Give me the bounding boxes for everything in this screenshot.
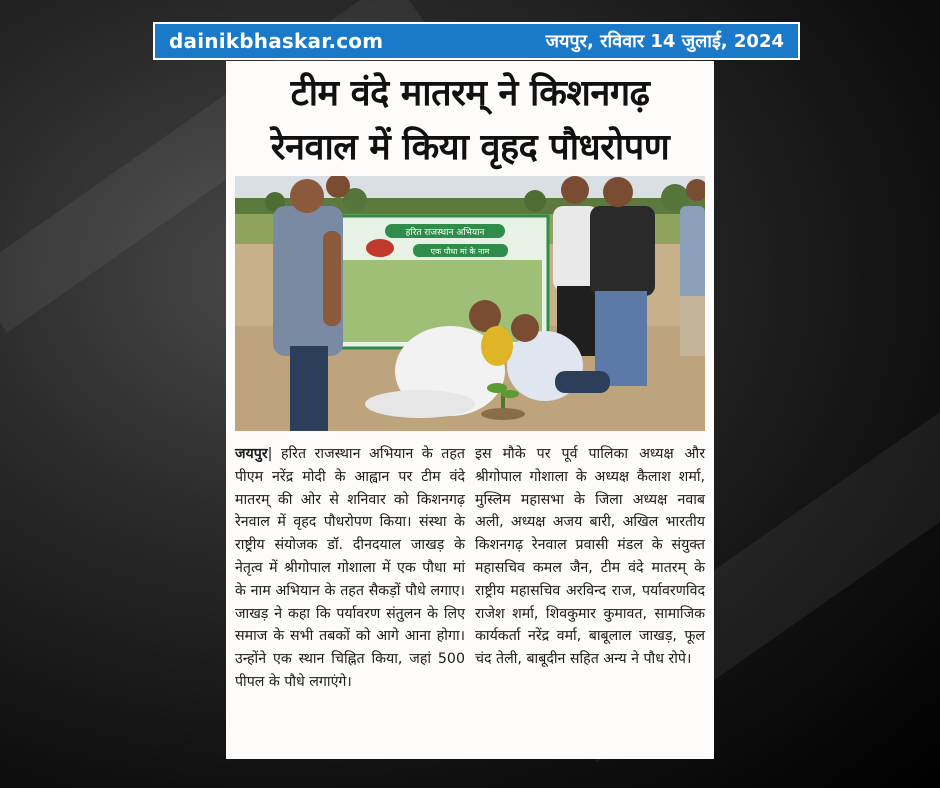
photo-banner-text-2: एक पौधा मां के नाम xyxy=(430,247,490,256)
article-column-2-text: इस मौके पर पूर्व पालिका अध्यक्ष और श्रीगोपाल गोशाला के अध्यक्ष कैलाश शर्मा, मुस्लिम महासभा के जिला अध्यक्ष नवाब अली, अध्यक्ष अजय बारी, अखिल भारतीय किशनगढ़ रेनवाल प्रवासी मंडल के संयुक्त महासचिव कमल जैन, टीम वंदे मातरम् के राष्ट्रीय महासचिव अरविन्द राज, पर्यावरणविद राजेश शर्मा, शिवकुमार कुमावत, सामाजिक कार्यकर्ता नरेंद्र वर्मा, बाबूलाल जाखड़, फूल चंद तेली, बाबूदीन सहित अन्य ने पौध रोपे। xyxy=(475,446,705,668)
publication-banner xyxy=(153,22,800,60)
article-photo xyxy=(235,176,705,431)
headline-line-2: रेनवाल में किया वृहद पौधरोपण xyxy=(270,127,670,168)
article-body xyxy=(235,443,705,753)
issue-dateline: जयपुर, रविवार 14 जुलाई, 2024 xyxy=(545,31,784,52)
plantation-photo-illustration xyxy=(235,176,705,431)
article-column-2 xyxy=(475,443,705,753)
headline-line-1: टीम वंदे मातरम् ने किशनगढ़ xyxy=(290,73,650,114)
article-column-1: जयपुर| हरित राजस्थान अभियान के तहत पीएम नरेंद्र मोदी के आह्वान पर टीम वंदे मातरम् की ओर से शनिवार को किशनगढ़ रेनवाल में वृहद पौधरोपण किया। संस्था के राष्ट्रीय संयोजक डॉ. दीनदयाल जाखड़ के नेतृत्व में श्रीगोपाल गोशाला में एक पौधा मां के नाम अभियान के तहत सैकड़ों पौधे लगाए। जाखड़ ने कहा कि पर्यावरण संतुलन के लिए समाज के सभी तबकों को आगे आना होगा। उन्होंने एक स्थान चिह्नित किया, जहां 500 पीपल के पौधे लगाएंगे। xyxy=(235,446,465,690)
photo-banner-text-1: हरित राजस्थान अभियान xyxy=(405,228,485,238)
article-headline xyxy=(226,67,714,175)
newspaper-clipping xyxy=(226,61,714,759)
article-dateline-word: जयपुर xyxy=(235,446,268,462)
site-name: dainikbhaskar.com xyxy=(169,29,384,53)
article-column-1-text: हरित राजस्थान अभियान के तहत पीएम नरेंद्र मोदी के आह्वान पर टीम वंदे मातरम् की ओर से शनिवार को किशनगढ़ रेनवाल में वृहद पौधरोपण किया। संस्था के राष्ट्रीय संयोजक डॉ. दीनदयाल जाखड़ के नेतृत्व में श्रीगोपाल गोशाला में एक पौधा मां के नाम अभियान के तहत सैकड़ों पौधे लगाए। जाखड़ ने कहा कि पर्यावरण संतुलन के लिए समाज के सभी तबकों को आगे आना होगा। उन्होंने एक स्थान चिह्नित किया, जहां 500 पीपल के पौधे लगाएंगे। xyxy=(235,446,465,690)
